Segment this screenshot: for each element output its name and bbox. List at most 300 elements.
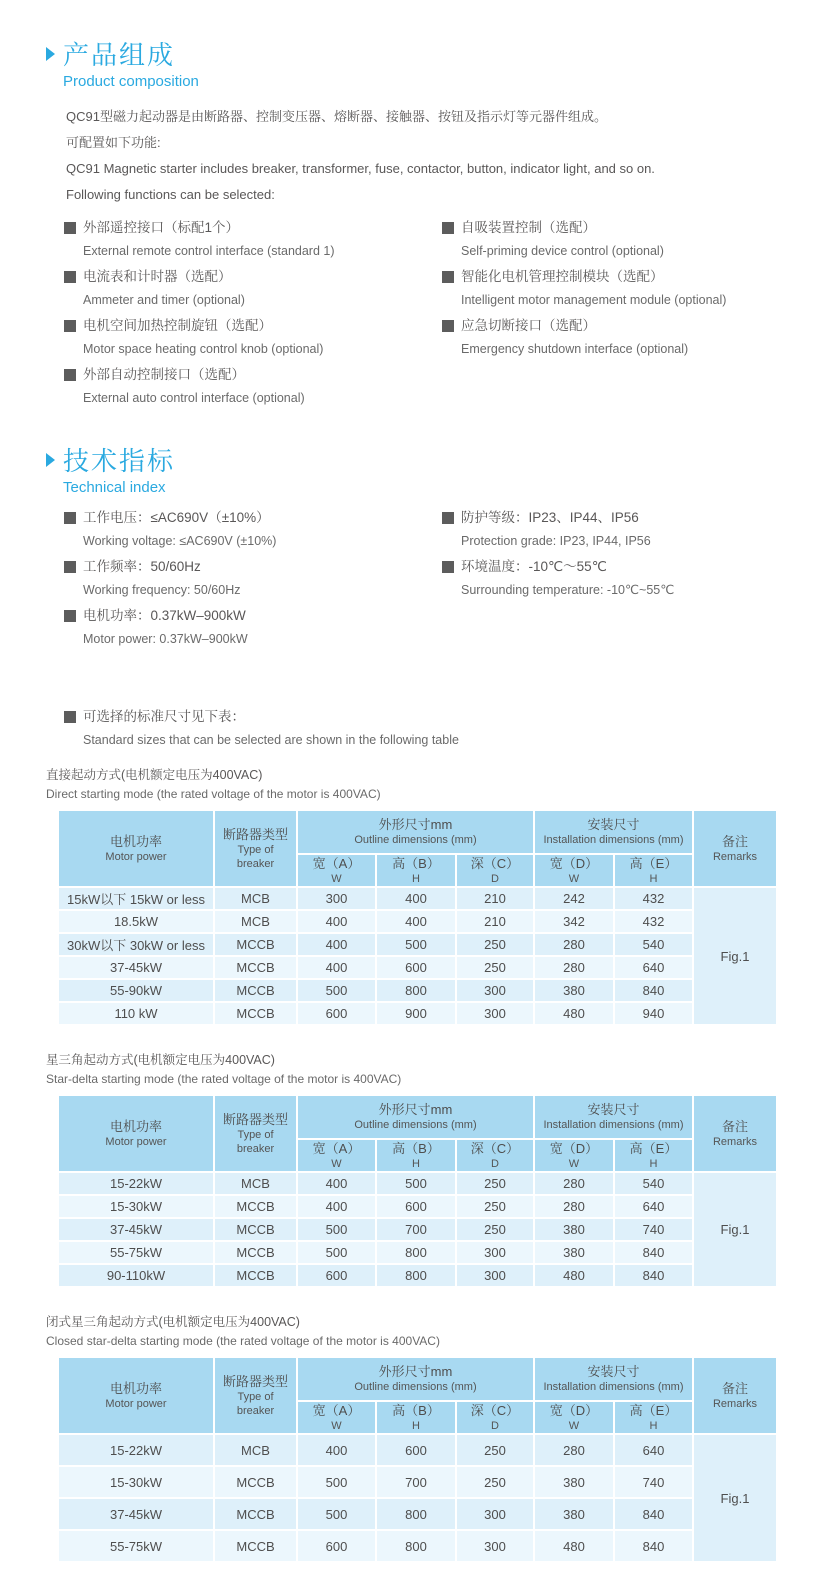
- note-text-en: Standard sizes that can be selected are shown in the following table: [83, 733, 459, 747]
- header-dim-col: [297, 1401, 376, 1434]
- table-row: [58, 1002, 777, 1025]
- table-row: [58, 1530, 777, 1562]
- item-text-en: Motor power: 0.37kW–900kW: [83, 632, 248, 646]
- table-cell: MCB: [214, 1172, 297, 1195]
- table-body: [58, 1434, 777, 1562]
- item-text-zh: 外部自动控制接口（选配）: [83, 367, 245, 382]
- square-bullet-icon: [64, 711, 76, 723]
- table-cell: MCCB: [214, 1498, 297, 1530]
- item-label-zh: [442, 555, 830, 579]
- table-title-en: Direct starting mode (the rated voltage of the motor is 400VAC): [46, 787, 381, 801]
- header-label-zh: 外形尺寸mm: [378, 1102, 453, 1117]
- header-row-groups: [58, 1357, 777, 1401]
- table-cell: 280: [534, 1195, 614, 1218]
- item-text-en: Working frequency: 50/60Hz: [83, 583, 241, 597]
- table-cell: 700: [376, 1218, 456, 1241]
- item-text-en: Emergency shutdown interface (optional): [461, 342, 689, 356]
- table-cell: 500: [297, 979, 376, 1002]
- spec-item: [64, 604, 442, 650]
- table-cell: 15-30kW: [58, 1466, 214, 1498]
- header-label-zh: 宽（A）: [312, 1140, 361, 1156]
- table-cell: 500: [297, 1466, 376, 1498]
- header-label-zh: 高（E）: [629, 1402, 678, 1418]
- header-label-en: D: [491, 872, 499, 885]
- table-cell: 55-90kW: [58, 979, 214, 1002]
- table-cell: 900: [376, 1002, 456, 1025]
- feature-item: [442, 265, 830, 311]
- table-cell: 300: [456, 1264, 534, 1287]
- table-cell: 15-22kW: [58, 1434, 214, 1466]
- item-text-zh: 工作电压：≤AC690V（±10%）: [83, 510, 270, 525]
- note-text-zh: 可选择的标准尺寸见下表：: [83, 709, 245, 724]
- feature-column-right: [442, 216, 830, 412]
- table-cell: 400: [376, 887, 456, 910]
- table-title-en: Closed star-delta starting mode (the rated voltage of the motor is 400VAC): [46, 1334, 440, 1348]
- table-cell: 380: [534, 1466, 614, 1498]
- table-cell: 800: [376, 1530, 456, 1562]
- table-row: [58, 1241, 777, 1264]
- square-bullet-icon: [64, 610, 76, 622]
- table-row: [58, 887, 777, 910]
- header-dim-col: [376, 1401, 456, 1434]
- table-cell: 300: [456, 1498, 534, 1530]
- header-label-en: Motor power: [105, 1397, 167, 1410]
- table-cell: 400: [297, 933, 376, 956]
- header-breaker-type: [214, 810, 297, 887]
- header-label-zh: 高（B）: [392, 1140, 440, 1156]
- table-row: [58, 933, 777, 956]
- square-bullet-icon: [64, 222, 76, 234]
- table-cell: 342: [534, 910, 614, 933]
- table-cell: 250: [456, 956, 534, 979]
- table-cell: MCCB: [214, 1195, 297, 1218]
- header-label-zh: 宽（D）: [549, 1140, 599, 1156]
- table-cell: 840: [614, 1498, 693, 1530]
- header-label-en: Motor power: [105, 1135, 167, 1148]
- table-cell: 480: [534, 1002, 614, 1025]
- item-label-zh: [64, 506, 442, 530]
- table-cell: 90-110kW: [58, 1264, 214, 1287]
- header-dim-col: [297, 854, 376, 887]
- item-text-en: Surrounding temperature: -10℃~55℃: [461, 583, 675, 597]
- table-cell: 250: [456, 1466, 534, 1498]
- header-dim-col: [534, 1139, 614, 1172]
- item-text-zh: 电机空间加热控制旋钮（选配）: [83, 318, 272, 333]
- header-row-groups: [58, 1095, 777, 1139]
- section-title-zh: 技术指标: [63, 446, 176, 476]
- note-label-zh: [64, 705, 830, 729]
- header-label-zh: 断路器类型: [222, 1373, 288, 1389]
- table-cell: MCCB: [214, 979, 297, 1002]
- item-text-zh: 外部遥控接口（标配1个）: [83, 220, 240, 235]
- table-row: [58, 1264, 777, 1287]
- table-title-en: Star-delta starting mode (the rated voltage of the motor is 400VAC): [46, 1072, 402, 1086]
- table-cell: 640: [614, 1434, 693, 1466]
- table-cell: 280: [534, 1172, 614, 1195]
- table-title-closed-star-delta: [46, 1312, 830, 1351]
- feature-item: [64, 363, 442, 409]
- table-cell: 380: [534, 979, 614, 1002]
- item-label-zh: [64, 314, 442, 338]
- section-title-en: Product composition: [63, 73, 199, 90]
- paragraph: QC91型磁力起动器是由断路器、控制变压器、熔断器、接触器、按钮及指示灯等元器件组成。: [66, 109, 607, 124]
- header-label-zh: 宽（A）: [312, 855, 361, 871]
- header-breaker-type: [214, 1095, 297, 1172]
- header-label-en: H: [649, 872, 658, 885]
- header-label-en: Installation dimensions (mm): [543, 1381, 684, 1393]
- table-cell: 500: [376, 1172, 456, 1195]
- table-cell: 840: [614, 1530, 693, 1562]
- spec-item: [442, 555, 830, 601]
- header-label-zh: 电机功率: [109, 1118, 162, 1134]
- header-label-zh: 高（E）: [629, 855, 678, 871]
- table-cell: 280: [534, 1434, 614, 1466]
- square-bullet-icon: [64, 369, 76, 381]
- table-row: [58, 1466, 777, 1498]
- spec-item: [64, 555, 442, 601]
- square-bullet-icon: [442, 561, 454, 573]
- header-dim-col: [456, 1401, 534, 1434]
- header-label-en: W: [331, 1157, 342, 1170]
- header-label-zh: 电机功率: [109, 1380, 162, 1396]
- table-cell: 380: [534, 1218, 614, 1241]
- table-cell: 432: [614, 887, 693, 910]
- item-text-zh: 环境温度：-10℃～55℃: [461, 559, 607, 574]
- table-cell: 800: [376, 1498, 456, 1530]
- header-label-zh: 宽（A）: [312, 1402, 361, 1418]
- spec-column-right: [442, 506, 830, 653]
- section-product-composition-header: [46, 40, 830, 92]
- feature-item: [442, 216, 830, 262]
- item-label-zh: [64, 216, 442, 240]
- table-cell: 600: [297, 1264, 376, 1287]
- table-cell: MCCB: [214, 956, 297, 979]
- triangle-bullet-icon: [46, 47, 55, 61]
- header-label-zh: 高（B）: [392, 1402, 440, 1418]
- header-label-zh: 断路器类型: [222, 826, 288, 842]
- table-cell: 400: [297, 956, 376, 979]
- table-cell: 400: [297, 1195, 376, 1218]
- item-text-en: External remote control interface (standard 1): [83, 244, 335, 258]
- item-text-en: Protection grade: IP23, IP44, IP56: [461, 534, 651, 548]
- header-label-en: Remarks: [712, 1135, 757, 1148]
- table-cell: 15kW以下 15kW or less: [58, 887, 214, 910]
- table-cell: 15-22kW: [58, 1172, 214, 1195]
- square-bullet-icon: [442, 512, 454, 524]
- table-cell: 480: [534, 1264, 614, 1287]
- table-cell: 432: [614, 910, 693, 933]
- square-bullet-icon: [442, 271, 454, 283]
- table-cell: 600: [376, 956, 456, 979]
- item-text-zh: 防护等级：IP23、IP44、IP56: [461, 510, 639, 525]
- header-label-zh: 宽（D）: [549, 1402, 599, 1418]
- header-motor-power: [58, 1095, 214, 1172]
- item-label-zh: [64, 555, 442, 579]
- header-label-en: Installation dimensions (mm): [543, 1119, 684, 1131]
- table-cell: MCCB: [214, 933, 297, 956]
- item-text-zh: 工作频率：50/60Hz: [83, 559, 201, 574]
- table-row: [58, 1195, 777, 1218]
- item-label-zh: [442, 506, 830, 530]
- table-row: [58, 956, 777, 979]
- header-dim-col: [614, 854, 693, 887]
- table-cell: 210: [456, 887, 534, 910]
- item-text-en: External auto control interface (optional): [83, 391, 305, 405]
- header-label-zh: 宽（D）: [549, 855, 599, 871]
- table-body: [58, 887, 777, 1025]
- table-cell: 400: [297, 910, 376, 933]
- item-text-zh: 智能化电机管理控制模块（选配）: [461, 269, 664, 284]
- header-motor-power: [58, 1357, 214, 1434]
- table-cell: 480: [534, 1530, 614, 1562]
- item-label-zh: [442, 314, 830, 338]
- header-dim-col: [297, 1139, 376, 1172]
- table-cell: 18.5kW: [58, 910, 214, 933]
- table-cell: 37-45kW: [58, 956, 214, 979]
- table-cell: 37-45kW: [58, 1498, 214, 1530]
- table-row: [58, 1218, 777, 1241]
- table-cell: 400: [297, 1172, 376, 1195]
- feature-item: [64, 216, 442, 262]
- item-text-en: Ammeter and timer (optional): [83, 293, 245, 307]
- header-label-en: H: [649, 1419, 658, 1432]
- header-label-en: Installation dimensions (mm): [543, 834, 684, 846]
- table-cell: 540: [614, 1172, 693, 1195]
- square-bullet-icon: [64, 320, 76, 332]
- feature-item: [64, 265, 442, 311]
- table-cell: MCCB: [214, 1218, 297, 1241]
- table-cell: 800: [376, 979, 456, 1002]
- header-motor-power: [58, 810, 214, 887]
- header-label-en: Outline dimensions (mm): [354, 1119, 477, 1131]
- header-outline-dimensions-group: [297, 1095, 534, 1139]
- header-dim-col: [376, 854, 456, 887]
- table-cell: 600: [297, 1530, 376, 1562]
- table-cell: 540: [614, 933, 693, 956]
- header-dim-col: [534, 1401, 614, 1434]
- remark-cell: Fig.1: [693, 1172, 777, 1287]
- header-label-zh: 断路器类型: [222, 1111, 288, 1127]
- table-cell: 740: [614, 1466, 693, 1498]
- table-body: [58, 1172, 777, 1287]
- table-cell: 300: [456, 1002, 534, 1025]
- header-label-zh: 高（B）: [392, 855, 440, 871]
- header-label-en: D: [491, 1157, 499, 1170]
- standard-sizes-note: [64, 705, 830, 751]
- table-cell: 640: [614, 956, 693, 979]
- table-cell: 700: [376, 1466, 456, 1498]
- dimension-table-direct-starting: [57, 809, 778, 1026]
- header-installation-dimensions-group: [534, 1357, 693, 1401]
- header-label-en: H: [649, 1157, 658, 1170]
- header-outline-dimensions-group: [297, 1357, 534, 1401]
- header-remarks: [693, 1095, 777, 1172]
- table-cell: 600: [376, 1434, 456, 1466]
- header-label-en: W: [331, 1419, 342, 1432]
- table-cell: 300: [456, 1241, 534, 1264]
- paragraph: 可配置如下功能:: [66, 135, 161, 150]
- item-text-zh: 电流表和计时器（选配）: [83, 269, 232, 284]
- table-cell: MCB: [214, 910, 297, 933]
- header-label-zh: 深（C）: [470, 855, 520, 871]
- header-remarks: [693, 810, 777, 887]
- header-label-zh: 安装尺寸: [587, 1364, 640, 1379]
- table-cell: 500: [376, 933, 456, 956]
- header-dim-col: [534, 854, 614, 887]
- item-text-zh: 自吸装置控制（选配）: [461, 220, 596, 235]
- square-bullet-icon: [442, 222, 454, 234]
- header-label-en: W: [568, 1157, 580, 1170]
- remark-cell: Fig.1: [693, 1434, 777, 1562]
- table-cell: MCCB: [214, 1241, 297, 1264]
- table-title-direct-starting: [46, 765, 830, 804]
- header-label-en: W: [568, 872, 580, 885]
- square-bullet-icon: [64, 561, 76, 573]
- header-label-en: W: [568, 1419, 580, 1432]
- header-dim-col: [456, 854, 534, 887]
- remark-cell: Fig.1: [693, 887, 777, 1025]
- header-label-zh: 安装尺寸: [587, 817, 640, 832]
- table-cell: 800: [376, 1264, 456, 1287]
- feature-item: [442, 314, 830, 360]
- header-label-zh: 高（E）: [629, 1140, 678, 1156]
- table-cell: 250: [456, 1195, 534, 1218]
- table-head: [58, 1357, 777, 1434]
- table-row: [58, 910, 777, 933]
- table-cell: 110 kW: [58, 1002, 214, 1025]
- header-label-zh: 外形尺寸mm: [378, 817, 453, 832]
- header-label-en: Type of breaker: [236, 843, 275, 870]
- table-row: [58, 1434, 777, 1466]
- header-dim-col: [614, 1401, 693, 1434]
- header-label-zh: 备注: [721, 833, 748, 849]
- header-label-zh: 电机功率: [109, 833, 162, 849]
- table-cell: MCCB: [214, 1264, 297, 1287]
- table-cell: 55-75kW: [58, 1530, 214, 1562]
- header-remarks: [693, 1357, 777, 1434]
- feature-columns: [0, 216, 830, 412]
- table-cell: 400: [376, 910, 456, 933]
- table-cell: 250: [456, 933, 534, 956]
- table-cell: 15-30kW: [58, 1195, 214, 1218]
- header-label-zh: 备注: [721, 1118, 748, 1134]
- table-cell: 55-75kW: [58, 1241, 214, 1264]
- square-bullet-icon: [64, 271, 76, 283]
- square-bullet-icon: [442, 320, 454, 332]
- table-cell: MCB: [214, 887, 297, 910]
- table-cell: 500: [297, 1498, 376, 1530]
- header-label-en: H: [412, 1157, 420, 1170]
- table-cell: 840: [614, 979, 693, 1002]
- composition-paragraphs: [66, 104, 830, 208]
- header-installation-dimensions-group: [534, 1095, 693, 1139]
- table-cell: MCCB: [214, 1002, 297, 1025]
- dimension-table-closed-star-delta: [57, 1356, 778, 1563]
- table-cell: 280: [534, 956, 614, 979]
- spec-item: [64, 506, 442, 552]
- item-text-en: Working voltage: ≤AC690V (±10%): [83, 534, 277, 548]
- header-label-en: Outline dimensions (mm): [354, 1381, 477, 1393]
- table-cell: 640: [614, 1195, 693, 1218]
- paragraph: QC91 Magnetic starter includes breaker, transformer, fuse, contactor, button, indicator light, and so on.: [66, 161, 655, 176]
- table-row: [58, 1172, 777, 1195]
- table-title-zh: 直接起动方式(电机额定电压为400VAC): [46, 768, 263, 782]
- header-label-en: Type of breaker: [236, 1390, 275, 1417]
- table-cell: 400: [297, 1434, 376, 1466]
- table-cell: 210: [456, 910, 534, 933]
- item-text-en: Motor space heating control knob (optional): [83, 342, 324, 356]
- item-label-zh: [64, 604, 442, 628]
- table-cell: 500: [297, 1241, 376, 1264]
- triangle-bullet-icon: [46, 453, 55, 467]
- table-cell: 300: [297, 887, 376, 910]
- table-cell: MCB: [214, 1434, 297, 1466]
- paragraph: Following functions can be selected:: [66, 187, 275, 202]
- header-label-en: Type of breaker: [236, 1128, 275, 1155]
- square-bullet-icon: [64, 512, 76, 524]
- header-label-en: W: [331, 872, 342, 885]
- table-cell: MCCB: [214, 1466, 297, 1498]
- header-outline-dimensions-group: [297, 810, 534, 854]
- header-label-en: Motor power: [105, 850, 167, 863]
- table-title-zh: 星三角起动方式(电机额定电压为400VAC): [46, 1053, 275, 1067]
- header-row-groups: [58, 810, 777, 854]
- header-breaker-type: [214, 1357, 297, 1434]
- item-label-zh: [64, 265, 442, 289]
- table-cell: 600: [297, 1002, 376, 1025]
- table-cell: 600: [376, 1195, 456, 1218]
- header-label-zh: 备注: [721, 1380, 748, 1396]
- table-cell: 380: [534, 1241, 614, 1264]
- section-technical-index-header: [46, 446, 830, 498]
- spec-columns: [0, 506, 830, 653]
- table-cell: MCCB: [214, 1530, 297, 1562]
- feature-column-left: [64, 216, 442, 412]
- item-text-en: Self-priming device control (optional): [461, 244, 664, 258]
- item-text-zh: 电机功率：0.37kW–900kW: [83, 608, 246, 623]
- feature-item: [64, 314, 442, 360]
- table-cell: 800: [376, 1241, 456, 1264]
- table-title-zh: 闭式星三角起动方式(电机额定电压为400VAC): [46, 1315, 300, 1329]
- table-head: [58, 810, 777, 887]
- item-text-en: Intelligent motor management module (optional): [461, 293, 727, 307]
- header-label-en: Remarks: [712, 1397, 757, 1410]
- header-label-en: H: [412, 1419, 420, 1432]
- header-label-zh: 深（C）: [470, 1402, 520, 1418]
- table-cell: 940: [614, 1002, 693, 1025]
- table-cell: 37-45kW: [58, 1218, 214, 1241]
- header-dim-col: [376, 1139, 456, 1172]
- table-cell: 250: [456, 1172, 534, 1195]
- table-cell: 300: [456, 979, 534, 1002]
- section-title-zh: 产品组成: [63, 40, 176, 70]
- table-title-star-delta: [46, 1050, 830, 1089]
- header-label-en: H: [412, 872, 420, 885]
- item-label-zh: [64, 363, 442, 387]
- item-text-zh: 应急切断接口（选配）: [461, 318, 596, 333]
- table-cell: 250: [456, 1218, 534, 1241]
- table-cell: 242: [534, 887, 614, 910]
- table-head: [58, 1095, 777, 1172]
- table-cell: 740: [614, 1218, 693, 1241]
- header-label-en: Remarks: [712, 850, 757, 863]
- header-installation-dimensions-group: [534, 810, 693, 854]
- table-cell: 250: [456, 1434, 534, 1466]
- table-cell: 840: [614, 1241, 693, 1264]
- item-label-zh: [442, 265, 830, 289]
- table-cell: 300: [456, 1530, 534, 1562]
- table-cell: 30kW以下 30kW or less: [58, 933, 214, 956]
